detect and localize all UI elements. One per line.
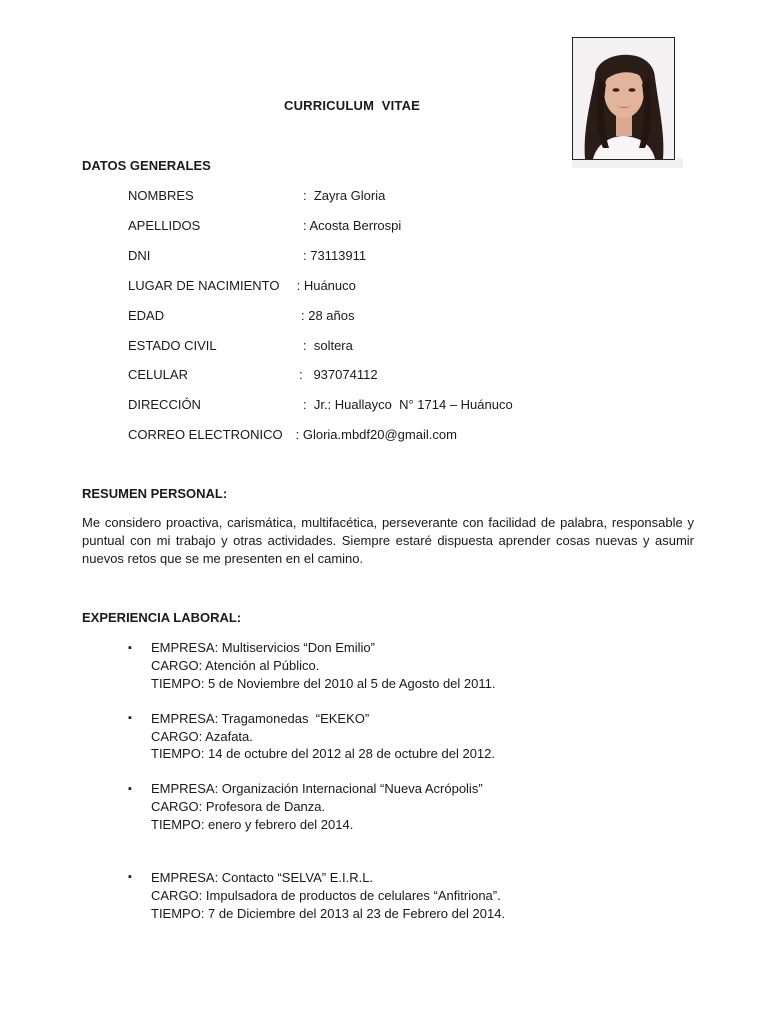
job-company: EMPRESA: Organización Internacional “Nueva Acrópolis” [151,781,483,796]
field-label-apellidos: APELLIDOS [128,218,201,233]
field-value-dni: : 73113911 [303,248,367,263]
field-value-apellidos: : Acosta Berrospi [303,218,402,233]
field-value-correo: : Gloria.mbdf20@gmail.com [292,427,457,442]
bullet-icon: ▪ [128,783,132,795]
work-experience-heading: EXPERIENCIA LABORAL: [82,610,242,625]
job-position: CARGO: Profesora de Danza. [151,799,326,814]
field-label-estado-civil: ESTADO CIVIL [128,338,217,353]
field-label-celular: CELULAR [128,367,188,382]
profile-photo [572,37,675,160]
field-value-estado-civil: : soltera [303,338,353,353]
job-position: CARGO: Atención al Público. [151,658,320,673]
field-value-celular: : 937074112 [299,367,378,382]
bullet-icon: ▪ [128,871,132,883]
job-time: TIEMPO: 5 de Noviembre del 2010 al 5 de Agosto del 2011. [151,676,496,691]
field-label-lugar-nacimiento: LUGAR DE NACIMIENTO [128,278,280,293]
job-position: CARGO: Impulsadora de productos de celulares “Anfitriona”. [151,888,501,903]
job-time: TIEMPO: 14 de octubre del 2012 al 28 de octubre del 2012. [151,746,496,761]
bullet-icon: ▪ [128,642,132,654]
field-label-dni: DNI [128,248,151,263]
job-company: EMPRESA: Multiservicios “Don Emilio” [151,640,375,655]
job-position: CARGO: Azafata. [151,729,253,744]
document-title: CURRICULUM VITAE [284,98,421,113]
job-time: TIEMPO: enero y febrero del 2014. [151,817,354,832]
general-data-heading: DATOS GENERALES [82,158,211,173]
field-value-edad: : 28 años [301,308,355,323]
field-value-nombres: : Zayra Gloria [303,188,386,203]
personal-summary-heading: RESUMEN PERSONAL: [82,486,228,501]
field-value-direccion: : Jr.: Huallayco N° 1714 – Huánuco [303,397,513,412]
field-label-direccion: DIRECCIÓN [128,397,201,412]
field-label-nombres: NOMBRES [128,188,194,203]
personal-summary-text: Me considero proactiva, carismática, multifacética, perseverante con facilidad de palabra, responsable y puntual con mi trabajo y otras actividades. Siempre estaré dispuesta aprender cosas nuevas y asumir nuevos retos que se me presenten en el camino. [82,515,694,566]
bullet-icon: ▪ [128,712,132,724]
field-value-lugar-nacimiento: : Huánuco [293,278,356,293]
job-company: EMPRESA: Contacto “SELVA” E.I.R.L. [151,870,374,885]
portrait-image [573,38,674,159]
field-label-edad: EDAD [128,308,165,323]
job-company: EMPRESA: Tragamonedas “EKEKO” [151,711,370,726]
job-time: TIEMPO: 7 de Diciembre del 2013 al 23 de Febrero del 2014. [151,906,506,921]
field-label-correo: CORREO ELECTRONICO [128,427,283,442]
